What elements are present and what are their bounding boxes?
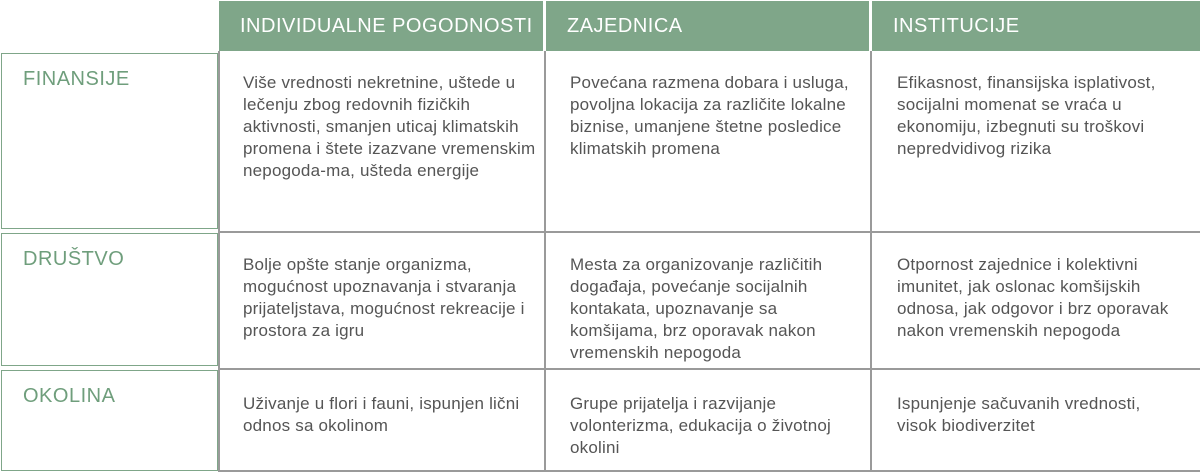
header-individual-label: INDIVIDUALNE POGODNOSTI (240, 14, 533, 37)
grid-divider (218, 368, 1200, 370)
grid-divider (218, 470, 1200, 472)
cell-society-community: Mesta za organizovanje različitih događaja, povećanje socijalnih kontakata, upoznavanje sa komšijama, brz oporavak nakon vremenskih nepogoda (570, 255, 823, 362)
cell-environment-community: Grupe prijatelja i razvijanje volonterizma, edukacija o životnoj okolini (570, 394, 831, 457)
cell-finance-institutions: Efikasnost, finansijska isplativost, socijalni momenat se vraća u ekonomiju, izbegnuti su troškovi nepredvidivog rizika (897, 73, 1156, 158)
header-institutions-label: INSTITUCIJE (893, 14, 1020, 37)
grid-divider (544, 51, 546, 471)
grid-divider (218, 51, 220, 471)
header-individual (219, 1, 543, 51)
cell-finance-individual: Više vrednosti nekretnine, uštede u lečenju zbog redovnih fizičkih aktivnosti, smanjen uticaj klimatskih promena i štete izazvane vremenskim nepogoda-ma, ušteda energije (243, 73, 536, 180)
row-label-environment: OKOLINA (1, 370, 218, 471)
cell-environment-institutions: Ispunjenje sačuvanih vrednosti, visok biodiverzitet (897, 394, 1141, 435)
cell-society-individual: Bolje opšte stanje organizma, mogućnost upoznavanja i stvaranja prijateljstava, mogućnost rekreacije i prostora za igru (243, 255, 525, 340)
cell-society-institutions: Otpornost zajednice i kolektivni imunitet, jak oslonac komšijskih odnosa, jak odgovor i brz oporavak nakon vremenskih nepogoda (897, 255, 1169, 340)
row-label-finance: FINANSIJE (1, 53, 218, 229)
cell-environment-individual: Uživanje u flori i fauni, ispunjen lični odnos sa okolinom (243, 394, 520, 435)
cell-finance-community: Povećana razmena dobara i usluga, povoljna lokacija za različite lokalne biznise, umanjene štetne posledice klimatskih promena (570, 73, 849, 158)
header-community-label: ZAJEDNICA (567, 14, 683, 37)
grid-divider (218, 231, 1200, 233)
grid-divider (870, 51, 872, 471)
header-institutions (872, 1, 1200, 51)
header-community (546, 1, 869, 51)
row-label-society: DRUŠTVO (1, 233, 218, 366)
